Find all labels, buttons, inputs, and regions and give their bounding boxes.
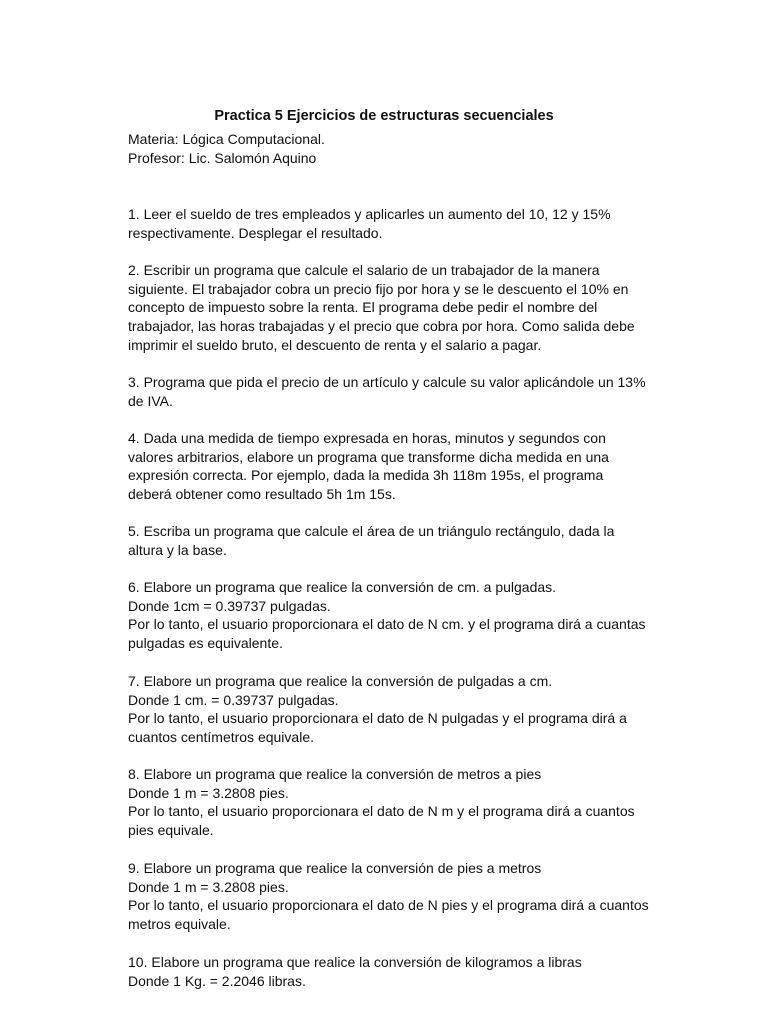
exercise-line: altura y la base. xyxy=(128,541,227,558)
exercise-6 xyxy=(128,578,668,653)
subject-line: Materia: Lógica Computacional. xyxy=(128,131,325,147)
exercise-line: expresión correcta. Por ejemplo, dada la medida 3h 118m 195s, el programa xyxy=(128,467,604,484)
exercise-line: 4. Dada una medida de tiempo expresada en horas, minutos y segundos con xyxy=(128,430,606,446)
exercise-line: 5. Escriba un programa que calcule el área de un triángulo rectángulo, dada la xyxy=(128,523,615,539)
exercise-line: 10. Elabore un programa que realice la conversión de kilogramos a libras xyxy=(128,954,582,970)
exercise-line: Donde 1 cm. = 0.39737 pulgadas. xyxy=(128,691,339,708)
exercise-line: metros equivale. xyxy=(128,916,231,933)
exercise-line: concepto de impuesto sobre la renta. El programa debe pedir el nombre del xyxy=(128,299,598,316)
exercise-7 xyxy=(128,672,668,747)
exercise-line: Donde 1 m = 3.2808 pies. xyxy=(128,784,289,801)
exercise-line: 3. Programa que pida el precio de un artículo y calcule su valor aplicándole un 13% xyxy=(128,374,646,390)
exercise-10 xyxy=(128,953,668,990)
exercise-line: cuantos centímetros equivale. xyxy=(128,729,314,746)
exercise-line: Donde 1 m = 3.2808 pies. xyxy=(128,878,289,895)
exercise-8 xyxy=(128,765,668,840)
exercise-line: 7. Elabore un programa que realice la conversión de pulgadas a cm. xyxy=(128,673,553,689)
exercise-line: siguiente. El trabajador cobra un precio fijo por hora y se le descuento el 10% en xyxy=(128,280,629,297)
exercise-line: Por lo tanto, el usuario proporcionara el dato de N pies y el programa dirá a cuantos xyxy=(128,897,649,914)
exercise-line: valores arbitrarios, elabore un programa que transforme dicha medida en una xyxy=(128,448,609,465)
document-header xyxy=(128,130,325,167)
exercise-9 xyxy=(128,859,668,934)
exercise-1 xyxy=(128,205,668,242)
exercise-line: 8. Elabore un programa que realice la conversión de metros a pies xyxy=(128,766,542,782)
exercise-line: Por lo tanto, el usuario proporcionara el dato de N cm. y el programa dirá a cuantas xyxy=(128,616,646,633)
exercise-line: 6. Elabore un programa que realice la conversión de cm. a pulgadas. xyxy=(128,579,557,595)
exercise-line: pulgadas es equivalente. xyxy=(128,635,283,652)
exercise-3 xyxy=(128,373,668,410)
exercise-line: 2. Escribir un programa que calcule el salario de un trabajador de la manera xyxy=(128,262,600,278)
exercise-line: Donde 1 Kg. = 2.2046 libras. xyxy=(128,972,306,989)
exercise-line: Donde 1cm = 0.39737 pulgadas. xyxy=(128,597,331,614)
exercise-5 xyxy=(128,522,668,559)
exercise-line: Por lo tanto, el usuario proporcionara el dato de N pulgadas y el programa dirá a xyxy=(128,710,627,727)
exercise-line: imprimir el sueldo bruto, el descuento de renta y el salario a pagar. xyxy=(128,336,542,353)
exercise-4 xyxy=(128,429,668,504)
exercise-line: de IVA. xyxy=(128,392,173,409)
exercise-line: trabajador, las horas trabajadas y el precio que cobra por hora. Como salida debe xyxy=(128,318,635,335)
exercise-line: 1. Leer el sueldo de tres empleados y aplicarles un aumento del 10, 12 y 15% xyxy=(128,206,611,222)
exercise-2 xyxy=(128,261,668,355)
exercise-line: Por lo tanto, el usuario proporcionara el dato de N m y el programa dirá a cuantos xyxy=(128,803,635,820)
teacher-line: Profesor: Lic. Salomón Aquino xyxy=(128,149,317,166)
exercise-line: 9. Elabore un programa que realice la conversión de pies a metros xyxy=(128,860,542,876)
exercise-line: respectivamente. Desplegar el resultado. xyxy=(128,224,383,241)
exercise-line: deberá obtener como resultado 5h 1m 15s. xyxy=(128,486,396,503)
document-title: Practica 5 Ejercicios de estructuras secuenciales xyxy=(214,108,554,124)
exercise-line: pies equivale. xyxy=(128,822,214,839)
